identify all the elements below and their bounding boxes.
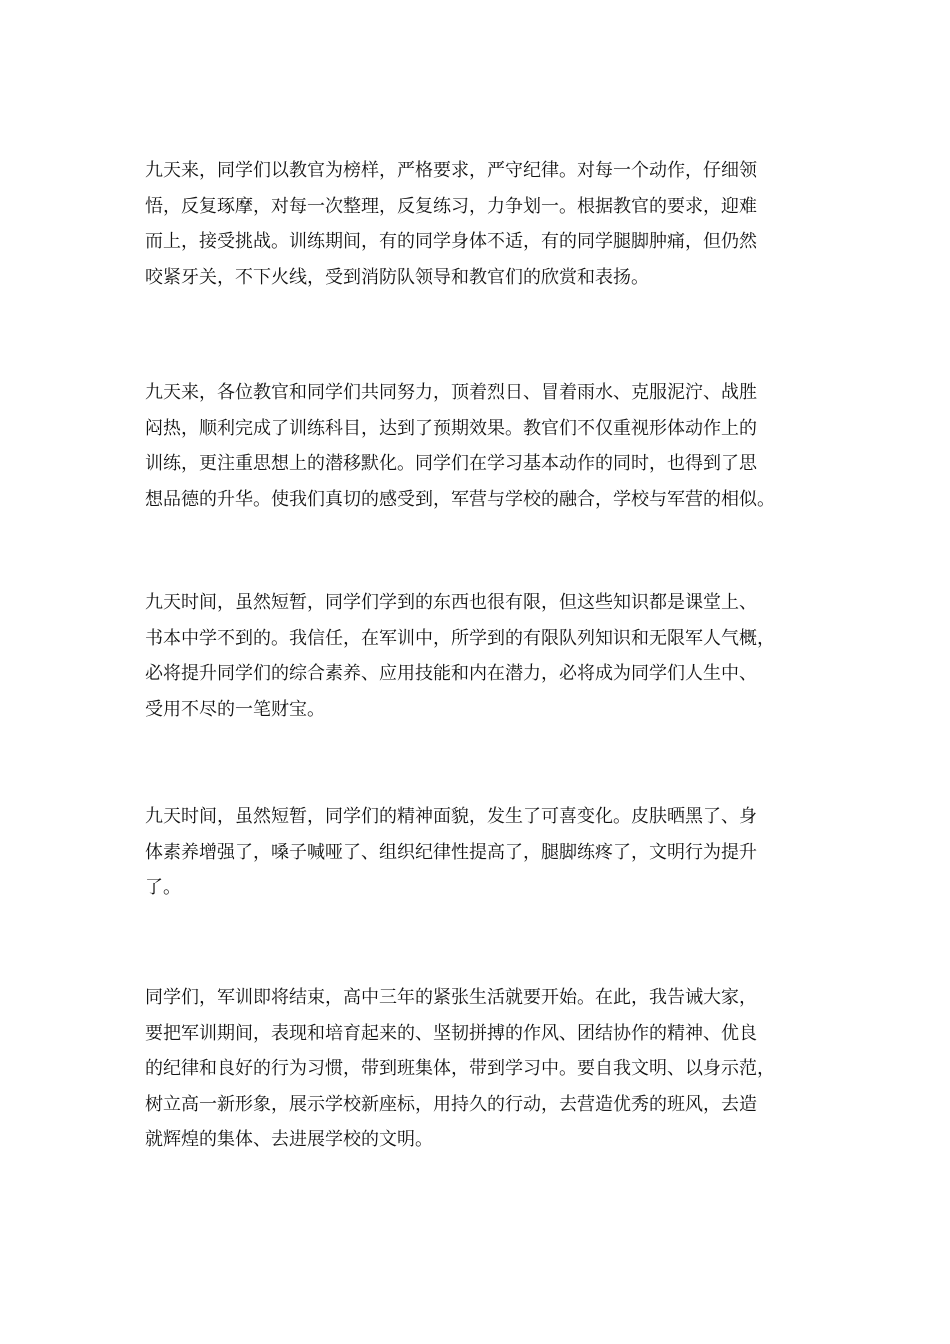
paragraph-line: 训练，更注重思想上的潜移默化。同学们在学习基本动作的同时，也得到了思 — [145, 453, 757, 474]
paragraph-line: 书本中学不到的。我信任，在军训中，所学到的有限队列知识和无限军人气概， — [145, 627, 775, 649]
paragraph-line: 咬紧牙关，不下火线，受到消防队领导和教官们的欣赏和表扬。 — [145, 266, 649, 288]
paragraph-line: 了。 — [145, 877, 181, 898]
paragraph-3 — [145, 585, 815, 727]
paragraph-line: 而上，接受挑战。训练期间，有的同学身体不适，有的同学腿脚肿痛，但仍然 — [145, 231, 757, 252]
paragraph-line: 必将提升同学们的综合素养、应用技能和内在潜力，必将成为同学们人生中、 — [145, 663, 757, 684]
paragraph-line: 同学们，军训即将结束，高中三年的紧张生活就要开始。在此，我告诫大家， — [145, 987, 757, 1008]
paragraph-line: 悟，反复琢摩，对每一次整理，反复练习，力争划一。根据教官的要求，迎难 — [145, 195, 757, 217]
paragraph-line: 体素养增强了，嗓子喊哑了、组织纪律性提高了，腿脚练疼了，文明行为提升 — [145, 841, 757, 863]
paragraph-1 — [145, 153, 815, 295]
paragraph-4 — [145, 799, 815, 906]
paragraph-line: 九天来，同学们以教官为榜样，严格要求，严守纪律。对每一个动作，仔细领 — [145, 160, 757, 181]
paragraph-line: 要把军训期间，表现和培育起来的、坚韧拼搏的作风、团结协作的精神、优良 — [145, 1022, 757, 1044]
paragraph-line: 九天时间，虽然短暂，同学们学到的东西也很有限，但这些知识都是课堂上、 — [145, 592, 757, 613]
paragraph-2 — [145, 375, 815, 517]
paragraph-5 — [145, 980, 815, 1158]
paragraph-line: 受用不尽的一笔财宝。 — [145, 698, 325, 720]
paragraph-line: 九天来，各位教官和同学们共同努力，顶着烈日、冒着雨水、克服泥泞、战胜 — [145, 382, 757, 403]
paragraph-line: 的纪律和良好的行为习惯，带到班集体，带到学习中。要自我文明、以身示范， — [145, 1058, 775, 1079]
paragraph-line: 九天时间，虽然短暂，同学们的精神面貌，发生了可喜变化。皮肤晒黑了、身 — [145, 806, 757, 827]
paragraph-line: 想品德的升华。使我们真切的感受到，军营与学校的融合，学校与军营的相似。 — [145, 488, 775, 510]
paragraph-line: 就辉煌的集体、去进展学校的文明。 — [145, 1129, 433, 1150]
paragraph-line: 树立高一新形象，展示学校新座标，用持久的行动，去营造优秀的班风，去造 — [145, 1093, 757, 1115]
paragraph-line: 闷热，顺利完成了训练科目，达到了预期效果。教官们不仅重视形体动作上的 — [145, 417, 757, 439]
